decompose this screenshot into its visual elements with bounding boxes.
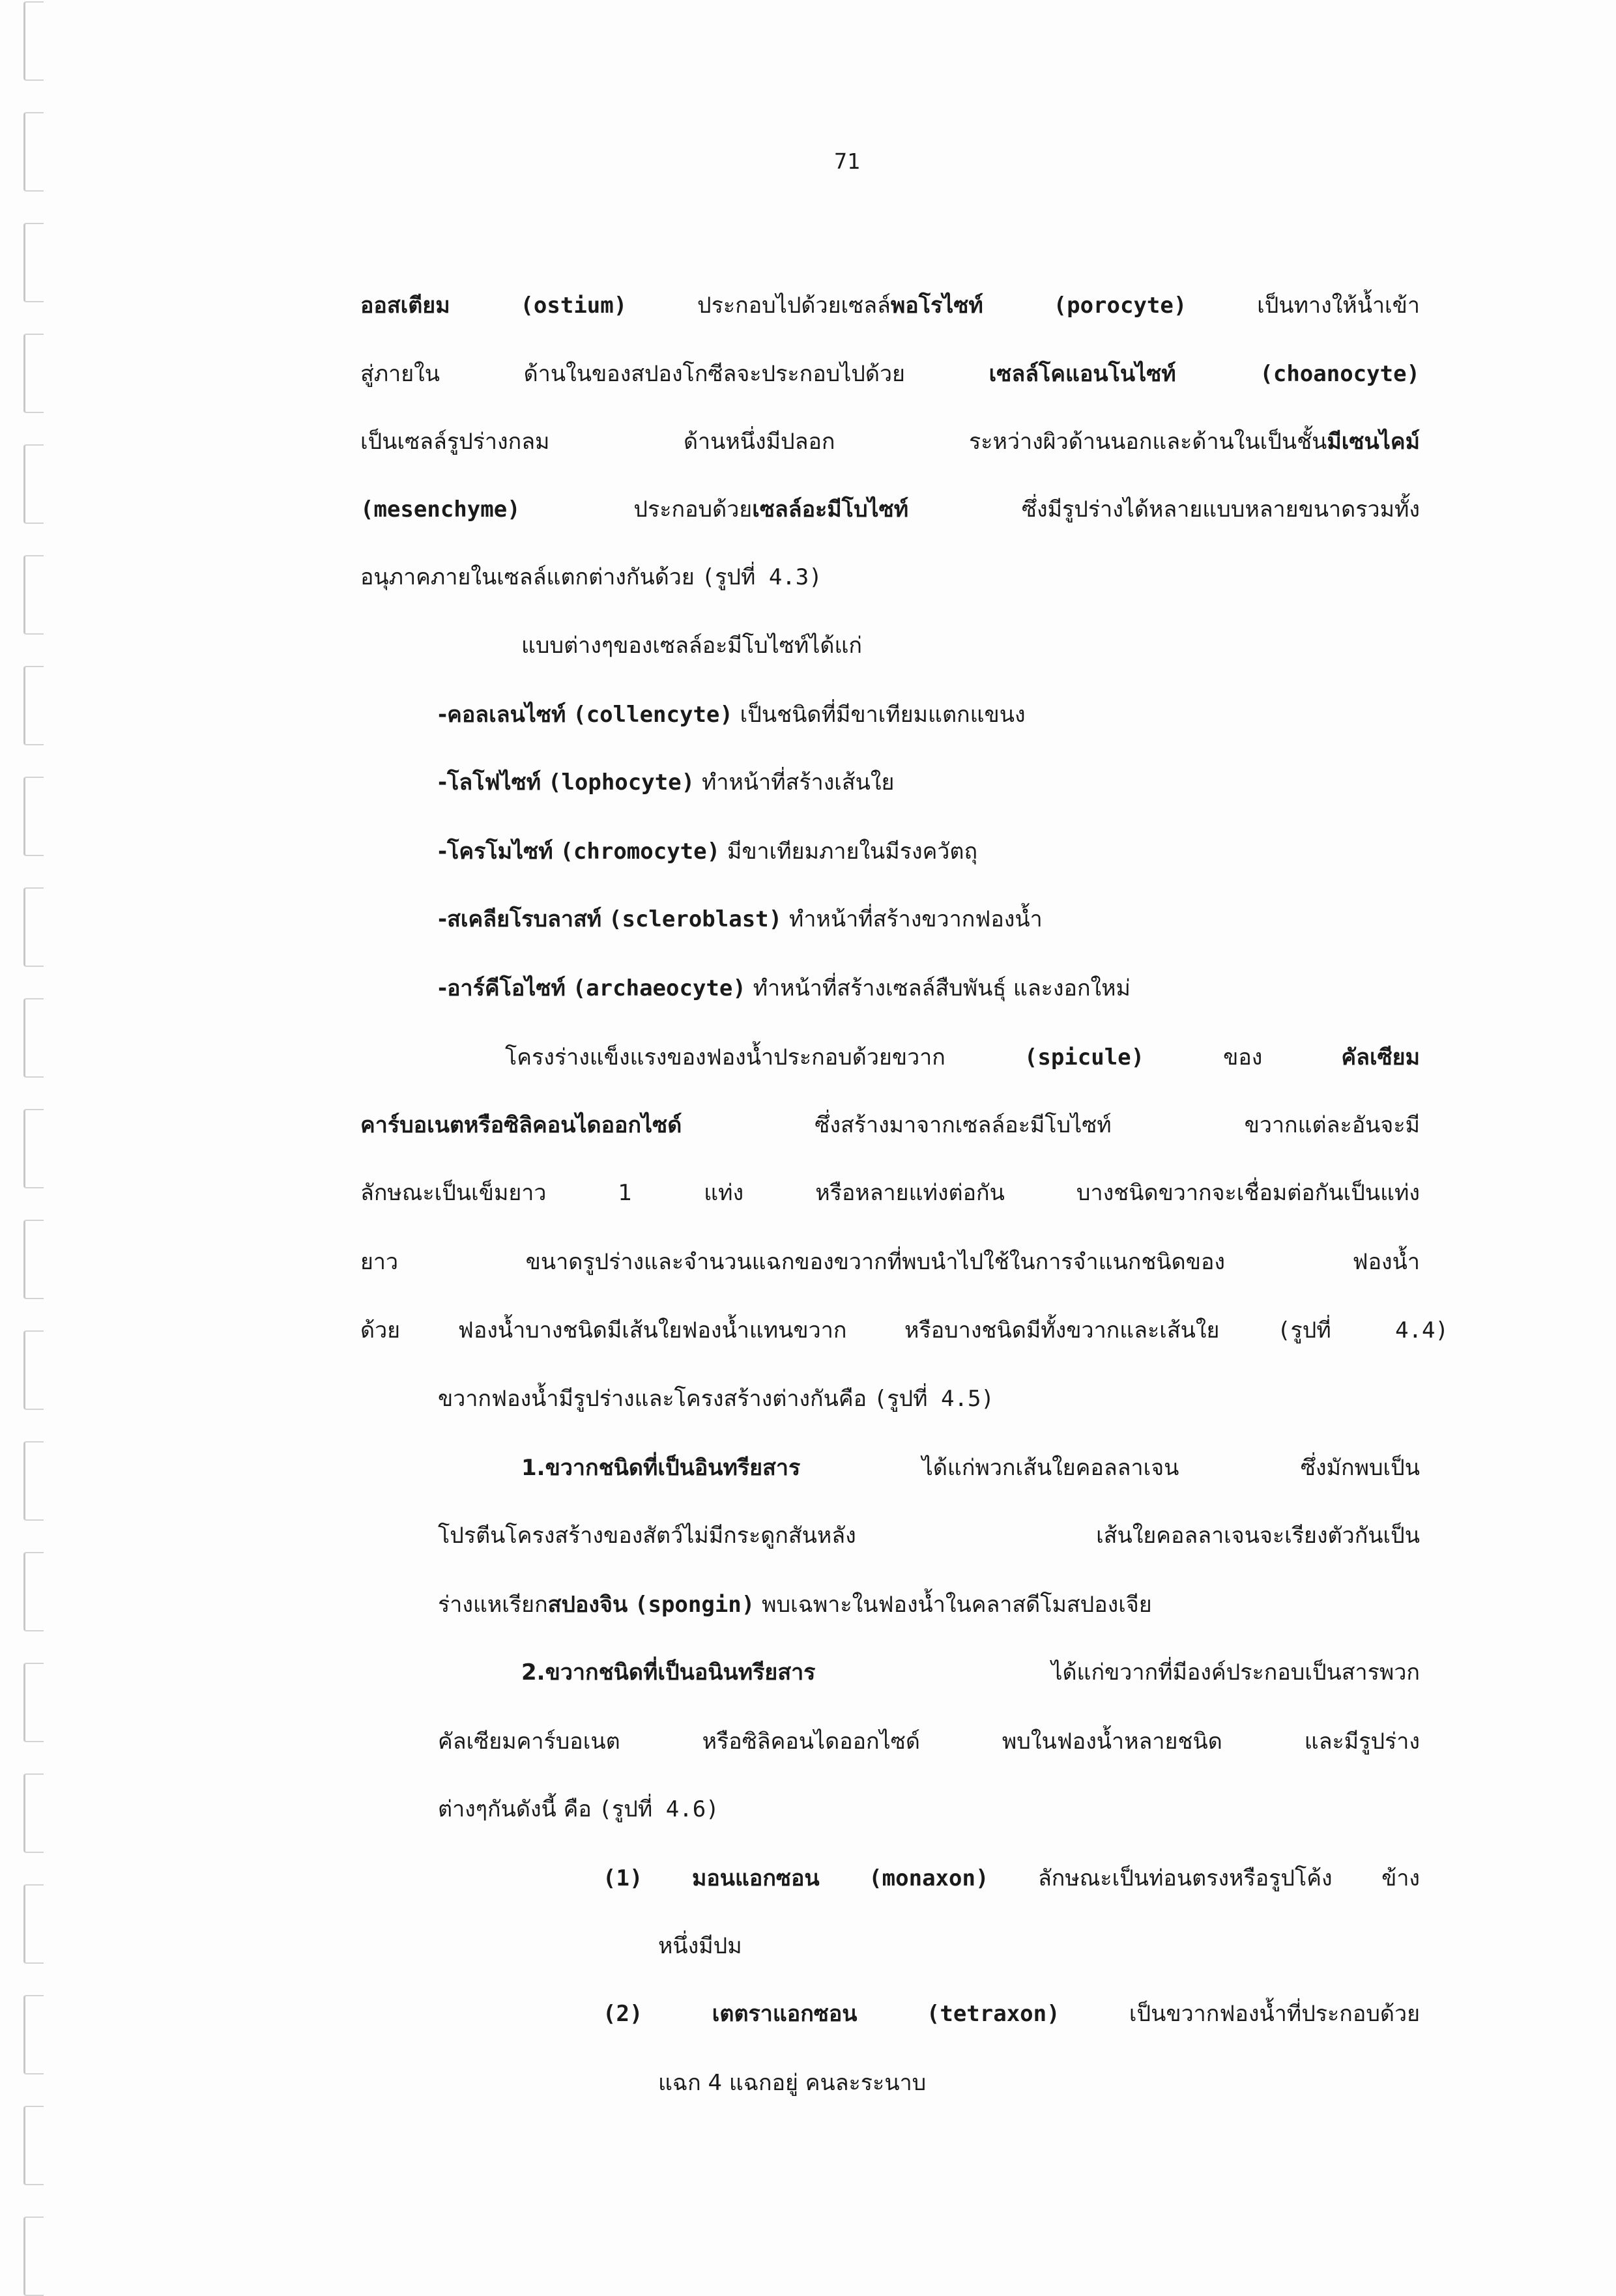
term-ostium: ออสเตียม xyxy=(360,293,450,319)
section-heading: 2.ขวากชนิดที่เป็นอนินทรียสาร xyxy=(521,1659,816,1686)
cell-desc: ทำหน้าที่สร้างเซลล์สืบพันธุ์ และงอกใหม่ xyxy=(753,975,1131,1001)
paragraph-line xyxy=(360,562,1420,592)
latin-term: (chromocyte) xyxy=(560,839,721,865)
latin-term: (tetraxon) xyxy=(926,2001,1060,2027)
text-run: ต่างๆกันดังนี้ คือ xyxy=(438,1796,592,1822)
spicule-desc: เป็นขวากฟองน้ำที่ประกอบด้วย xyxy=(1129,2001,1420,2027)
latin-term: (spongin) xyxy=(635,1592,755,1618)
latin-term: (porocyte) xyxy=(1053,293,1187,319)
cell-desc: ทำหน้าที่สร้างขวากฟองน้ำ xyxy=(788,906,1043,932)
binder-hole xyxy=(23,444,44,524)
term-porocyte: พอโรไซท์ xyxy=(890,293,983,319)
text-run: ขวากฟองน้ำมีรูปร่างและโครงสร้างต่างกันคือ xyxy=(438,1386,867,1412)
organic-heading-line xyxy=(521,1453,1420,1483)
latin-term: (ostium) xyxy=(520,293,628,319)
paragraph-line xyxy=(360,1110,1420,1140)
spicule-intro xyxy=(438,1384,994,1414)
binder-hole xyxy=(23,1109,44,1188)
paragraph-line: โปรตีนโครงสร้างของสัตว์ไม่มีกระดูกสันหลัง เส้นใยคอลลาเจนจะเรียงตัวกันเป็น xyxy=(438,1523,1420,1549)
cell-name: -คอลเลนไซท์ xyxy=(438,702,566,728)
text-run: ร่างแหเรียก xyxy=(438,1592,548,1618)
binder-hole xyxy=(23,555,44,635)
latin-term: (archaeocyte) xyxy=(572,975,746,1001)
binder-hole xyxy=(23,1884,44,1964)
binder-hole xyxy=(23,1773,44,1853)
figure-ref: (รูปที่ 4.6) xyxy=(598,1796,719,1822)
binder-hole xyxy=(23,1220,44,1299)
latin-term: (collencyte) xyxy=(573,702,733,728)
binder-hole xyxy=(23,998,44,1078)
paragraph-line: ยาว ขนาดรูปร่างและจำนวนแฉกของขวากที่พบนำไปใช้ในการจำแนกชนิดของ ฟองน้ำ xyxy=(360,1249,1420,1275)
text-run: ได้แก่พวกเส้นใยคอลลาเจน ซึ่งมักพบเป็น xyxy=(921,1455,1421,1481)
page-number: 71 xyxy=(834,149,860,174)
paragraph-line xyxy=(438,1794,719,1824)
paragraph-line xyxy=(360,359,1420,389)
latin-term: (monaxon) xyxy=(869,1865,989,1891)
text-run: อนุภาคภายในเซลล์แตกต่างกันด้วย xyxy=(360,564,695,590)
text-run: ได้แก่ขวากที่มีองค์ประกอบเป็นสารพวก xyxy=(1051,1659,1420,1686)
text-run: ของ xyxy=(1223,1044,1263,1070)
cell-name: -สเคลียโรบลาสท์ xyxy=(438,906,602,932)
binder-hole xyxy=(23,1441,44,1521)
latin-term: (choanocyte) xyxy=(1260,361,1421,387)
list-item-continuation: หนึ่งมีปม xyxy=(658,1933,742,1959)
term-mesenchyme: มีเซนไคม์ xyxy=(1327,429,1420,455)
latin-term: (lophocyte) xyxy=(547,769,695,796)
figure-ref: (รูปที่ 4.4) xyxy=(1277,1317,1449,1343)
binder-hole xyxy=(23,1663,44,1742)
text-run: ซึ่งสร้างมาจากเซลล์อะมีโบไซท์ ขวากแต่ละอันจะมี xyxy=(815,1112,1420,1138)
binder-hole xyxy=(23,223,44,302)
term-choanocyte: เซลล์โคแอนโนไซท์ xyxy=(988,361,1176,387)
paragraph-line: คัลเซียมคาร์บอเนต หรือซิลิคอนไดออกไซด์ พบในฟองน้ำหลายชนิด และมีรูปร่าง xyxy=(438,1729,1420,1755)
list-item-continuation: แฉก 4 แฉกอยู่ คนละระนาบ xyxy=(658,2070,927,2096)
binder-hole xyxy=(23,334,44,413)
figure-ref: (รูปที่ 4.5) xyxy=(873,1386,994,1412)
list-item xyxy=(603,1863,1420,1893)
binder-hole xyxy=(23,887,44,967)
cell-desc: มีขาเทียมภายในมีรงควัตถุ xyxy=(727,839,978,865)
text-run: ด้วย ฟองน้ำบางชนิดมีเส้นใยฟองน้ำแทนขวาก หรือบางชนิดมีทั้งขวากและเส้นใย xyxy=(360,1317,1220,1343)
text-run: สู่ภายใน ด้านในของสปองโกซีลจะประกอบไปด้วย xyxy=(360,361,905,387)
paragraph-line xyxy=(438,1590,1152,1620)
text-run: โครงร่างแข็งแรงของฟองน้ำประกอบด้วยขวาก xyxy=(505,1044,945,1070)
spicule-name: มอนแอกซอน xyxy=(691,1865,820,1891)
binder-hole xyxy=(23,1330,44,1410)
cell-desc: เป็นชนิดที่มีขาเทียมแตกแขนง xyxy=(740,702,1026,728)
term-amoebocyte: เซลล์อะมีโบไซท์ xyxy=(752,496,909,523)
cell-desc: ทำหน้าที่สร้างเส้นใย xyxy=(701,769,895,796)
cell-name: -อาร์คีโอไซท์ xyxy=(438,975,566,1001)
list-item xyxy=(438,837,977,867)
text-run: เป็นทางให้น้ำเข้า xyxy=(1257,293,1421,319)
binder-hole xyxy=(23,777,44,856)
spicule-desc: ลักษณะเป็นท่อนตรงหรือรูปโค้ง ข้าง xyxy=(1037,1865,1421,1891)
binder-hole xyxy=(23,1552,44,1631)
item-number: (1) xyxy=(603,1865,643,1891)
list-item xyxy=(603,1999,1420,2029)
term-calcium: คัลเซียม xyxy=(1341,1044,1421,1070)
binder-hole xyxy=(23,1995,44,2074)
cell-name: -โครโมไซท์ xyxy=(438,839,553,865)
binder-hole xyxy=(23,112,44,192)
paragraph-line xyxy=(505,1042,1420,1072)
cell-name: -โลโฟไซท์ xyxy=(438,769,541,796)
spicule-name: เตตราแอกซอน xyxy=(712,2001,858,2027)
text-run: ซึ่งมีรูปร่างได้หลายแบบหลายขนาดรวมทั้ง xyxy=(1021,496,1421,523)
binder-hole xyxy=(23,2217,44,2296)
list-item xyxy=(438,768,894,797)
text-run: ประกอบไปด้วยเซลล์ xyxy=(697,293,891,319)
item-number: (2) xyxy=(603,2001,643,2027)
amoebocyte-intro: แบบต่างๆของเซลล์อะมีโบไซท์ได้แก่ xyxy=(521,633,862,659)
list-item xyxy=(438,973,1131,1003)
binder-hole xyxy=(23,666,44,745)
paragraph-line xyxy=(360,427,1420,457)
binder-hole xyxy=(23,1,44,81)
paragraph-line xyxy=(360,291,1420,321)
text-run: เป็นเซลล์รูปร่างกลม ด้านหนึ่งมีปลอก ระหว่างผิวด้านนอกและด้านในเป็นชั้น xyxy=(360,429,1327,455)
latin-term: (spicule) xyxy=(1024,1044,1145,1070)
paragraph-line: ลักษณะเป็นเข็มยาว 1 แท่ง หรือหลายแท่งต่อกัน บางชนิดขวากจะเชื่อมต่อกันเป็นแท่ง xyxy=(360,1180,1420,1206)
figure-ref: (รูปที่ 4.3) xyxy=(701,564,822,590)
latin-term: (scleroblast) xyxy=(609,906,783,932)
list-item xyxy=(438,700,1026,730)
inorganic-heading-line xyxy=(521,1657,1420,1687)
term-spongin: สปองจิน xyxy=(547,1592,628,1618)
section-heading: 1.ขวากชนิดที่เป็นอินทรียสาร xyxy=(521,1455,801,1481)
text-run: ประกอบด้วย xyxy=(633,496,753,523)
paragraph-line xyxy=(360,495,1420,524)
paragraph-line xyxy=(360,1315,1449,1345)
text-run: พบเฉพาะในฟองน้ำในคลาสดีโมสปองเจีย xyxy=(762,1592,1152,1618)
term-carbonate: คาร์บอเนตหรือซิลิคอนไดออกไซด์ xyxy=(360,1112,682,1138)
list-item xyxy=(438,904,1043,934)
binder-hole xyxy=(23,2106,44,2185)
latin-term: (mesenchyme) xyxy=(360,496,521,523)
binder-margin xyxy=(23,0,50,2288)
